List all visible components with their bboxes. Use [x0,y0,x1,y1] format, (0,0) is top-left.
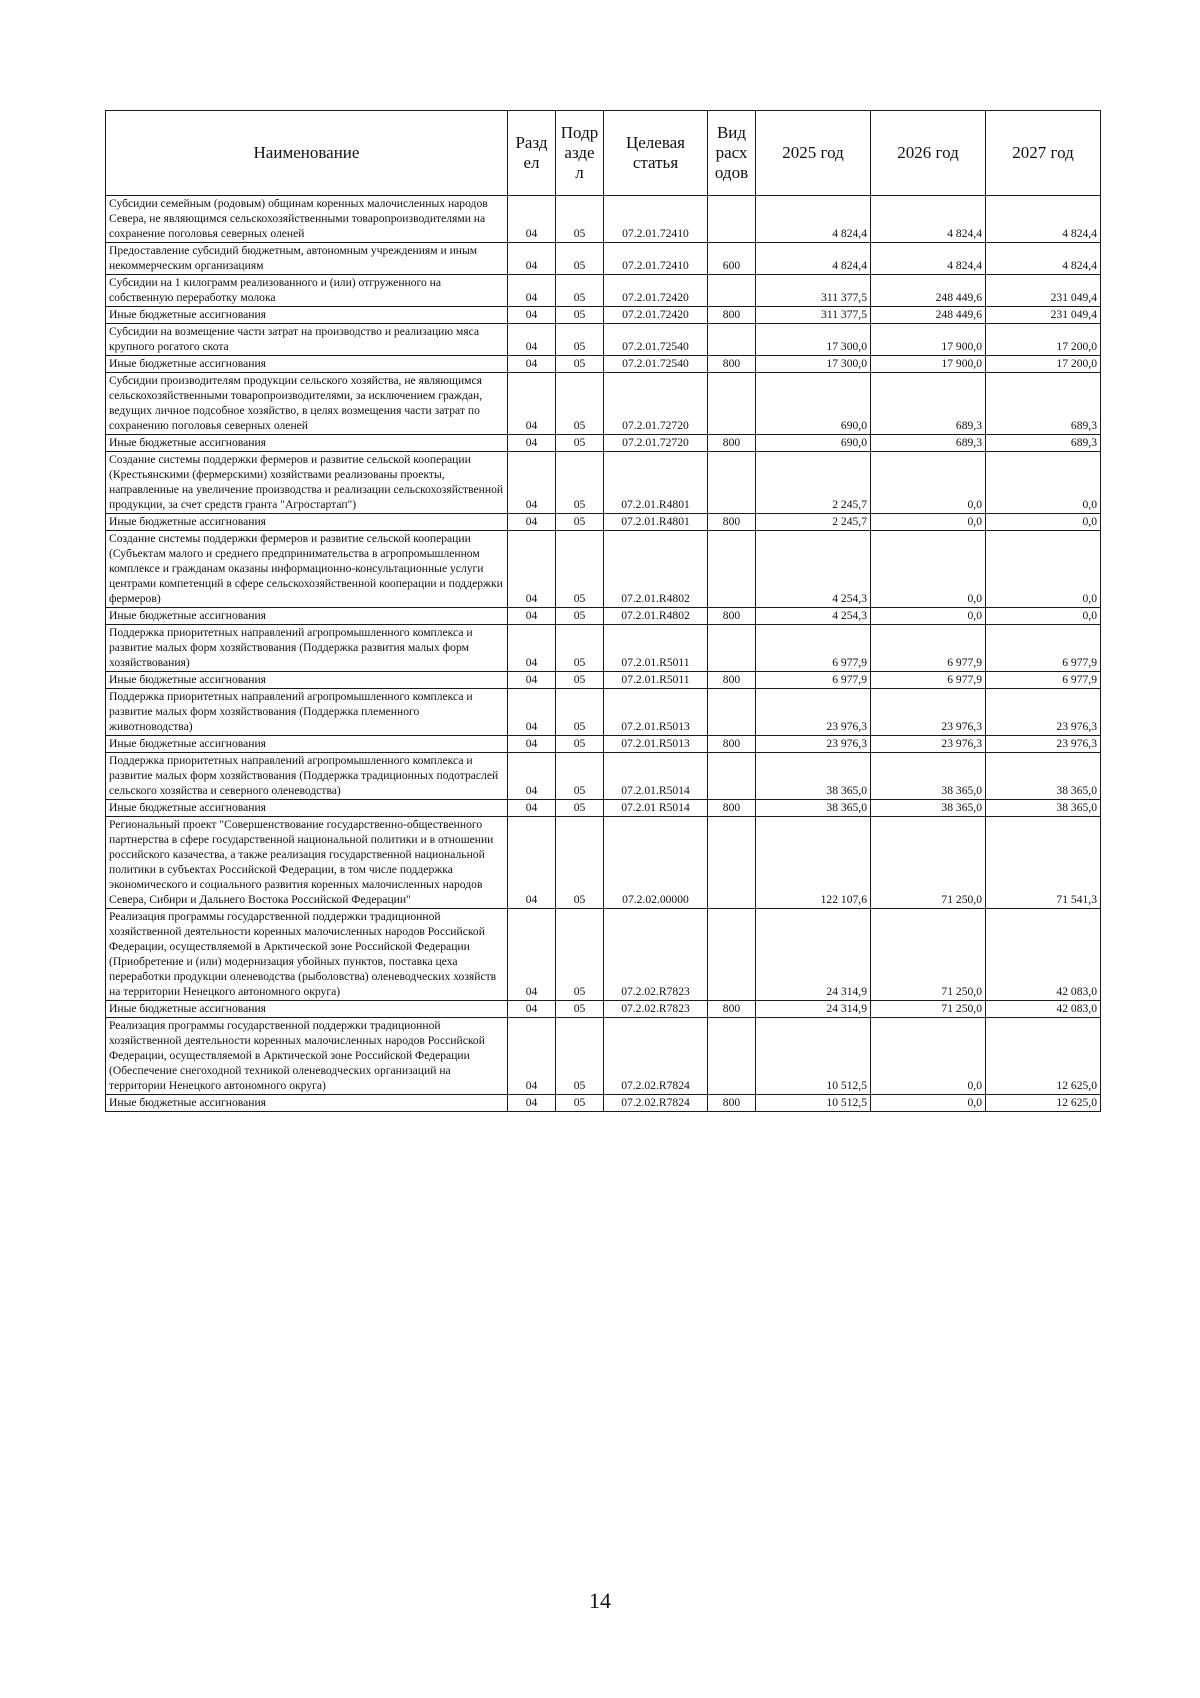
row-vid: 800 [708,307,756,324]
row-podrazdel: 05 [556,817,604,909]
row-razdel: 04 [508,452,556,514]
row-razdel: 04 [508,324,556,356]
row-2027: 42 083,0 [986,909,1101,1001]
row-2027: 231 049,4 [986,307,1101,324]
row-name: Иные бюджетные ассигнования [106,736,508,753]
table-row [106,514,1101,531]
row-2026: 0,0 [871,608,986,625]
row-vid [708,531,756,608]
row-2026: 23 976,3 [871,736,986,753]
row-razdel: 04 [508,435,556,452]
row-2025: 38 365,0 [756,753,871,800]
row-name: Создание системы поддержки фермеров и развитие сельской кооперации (Субъектам малого и среднего предпринимательства в агропромышленном комплексе и гражданам оказаны информационно-консультационные услуги центрами компетенций в сфере сельскохозяйственной кооперации и поддержки фермеров) [106,531,508,608]
row-name: Иные бюджетные ассигнования [106,1001,508,1018]
row-podrazdel: 05 [556,1001,604,1018]
row-2026: 71 250,0 [871,909,986,1001]
row-article: 07.2.01.72720 [604,435,708,452]
row-article: 07.2.01.72540 [604,324,708,356]
row-2026: 38 365,0 [871,753,986,800]
row-name: Иные бюджетные ассигнования [106,800,508,817]
table-row [106,1018,1101,1095]
row-2025: 311 377,5 [756,307,871,324]
row-vid [708,275,756,307]
row-podrazdel: 05 [556,531,604,608]
row-razdel: 04 [508,672,556,689]
row-2026: 4 824,4 [871,243,986,275]
row-vid: 800 [708,736,756,753]
row-article: 07.2.01.R4802 [604,531,708,608]
table-row [106,689,1101,736]
row-razdel: 04 [508,800,556,817]
row-vid: 800 [708,356,756,373]
row-article: 07.2.01.72720 [604,373,708,435]
row-razdel: 04 [508,356,556,373]
row-2026: 689,3 [871,373,986,435]
row-2025: 690,0 [756,373,871,435]
row-vid [708,753,756,800]
header-2027: 2027 год [986,111,1101,196]
row-2026: 248 449,6 [871,275,986,307]
row-article: 07.2.01.72540 [604,356,708,373]
header-2026: 2026 год [871,111,986,196]
row-article: 07.2.01.R5014 [604,753,708,800]
row-razdel: 04 [508,817,556,909]
row-article: 07.2.01.R4802 [604,608,708,625]
table-row [106,1095,1101,1112]
row-podrazdel: 05 [556,608,604,625]
row-name: Иные бюджетные ассигнования [106,1095,508,1112]
row-2025: 311 377,5 [756,275,871,307]
row-vid: 800 [708,800,756,817]
table-row [106,531,1101,608]
row-name: Поддержка приоритетных направлений агропромышленного комплекса и развитие малых форм хозяйствования (Поддержка племенного животноводства) [106,689,508,736]
row-2027: 6 977,9 [986,672,1101,689]
row-podrazdel: 05 [556,736,604,753]
budget-table [105,110,1101,1112]
row-vid: 800 [708,514,756,531]
row-name: Иные бюджетные ассигнования [106,608,508,625]
row-razdel: 04 [508,373,556,435]
row-article: 07.2.02.R7823 [604,1001,708,1018]
row-2027: 689,3 [986,435,1101,452]
row-razdel: 04 [508,196,556,243]
row-vid: 800 [708,435,756,452]
row-podrazdel: 05 [556,324,604,356]
row-article: 07.2.01.72420 [604,275,708,307]
table-row [106,608,1101,625]
row-article: 07.2.01 R5014 [604,800,708,817]
table-header-row [106,111,1101,196]
row-2025: 4 824,4 [756,243,871,275]
row-vid [708,817,756,909]
header-2025: 2025 год [756,111,871,196]
row-name: Иные бюджетные ассигнования [106,307,508,324]
row-2027: 38 365,0 [986,753,1101,800]
row-2026: 38 365,0 [871,800,986,817]
row-2027: 71 541,3 [986,817,1101,909]
row-name: Реализация программы государственной поддержки традиционной хозяйственной деятельности коренных малочисленных народов Российской Федерации, осуществляемой в Арктической зоне Российской Федерации (Приобретение и (или) модернизация убойных пунктов, поставка цеха переработки продукции оленеводства (рыболовства) оленеводческих хозяйств на территории Ненецкого автономного округа) [106,909,508,1001]
row-2026: 248 449,6 [871,307,986,324]
row-podrazdel: 05 [556,672,604,689]
table-row [106,373,1101,435]
row-2026: 6 977,9 [871,625,986,672]
row-vid [708,689,756,736]
row-article: 07.2.01.72410 [604,196,708,243]
row-2025: 24 314,9 [756,1001,871,1018]
header-vid: Вид расх одов [708,111,756,196]
row-2026: 17 900,0 [871,324,986,356]
row-razdel: 04 [508,307,556,324]
header-razdel: Разд ел [508,111,556,196]
row-2027: 0,0 [986,608,1101,625]
row-podrazdel: 05 [556,800,604,817]
row-2026: 0,0 [871,531,986,608]
row-razdel: 04 [508,1095,556,1112]
row-vid [708,625,756,672]
row-vid [708,324,756,356]
row-2027: 231 049,4 [986,275,1101,307]
row-podrazdel: 05 [556,689,604,736]
row-2025: 4 254,3 [756,531,871,608]
row-2026: 17 900,0 [871,356,986,373]
row-2025: 23 976,3 [756,736,871,753]
table-row [106,243,1101,275]
row-2025: 2 245,7 [756,452,871,514]
row-2026: 0,0 [871,514,986,531]
table-row [106,672,1101,689]
row-2026: 71 250,0 [871,817,986,909]
row-razdel: 04 [508,1018,556,1095]
row-2025: 2 245,7 [756,514,871,531]
row-razdel: 04 [508,689,556,736]
row-article: 07.2.02.00000 [604,817,708,909]
row-2026: 71 250,0 [871,1001,986,1018]
table-row [106,307,1101,324]
row-2027: 12 625,0 [986,1095,1101,1112]
row-2025: 38 365,0 [756,800,871,817]
page-number: 14 [589,1588,611,1613]
row-razdel: 04 [508,514,556,531]
row-razdel: 04 [508,625,556,672]
row-2025: 4 824,4 [756,196,871,243]
row-2027: 23 976,3 [986,736,1101,753]
row-vid [708,373,756,435]
row-2025: 23 976,3 [756,689,871,736]
table-row [106,452,1101,514]
row-name: Субсидии на 1 килограмм реализованного и (или) отгруженного на собственную переработку молока [106,275,508,307]
row-podrazdel: 05 [556,452,604,514]
row-2025: 10 512,5 [756,1018,871,1095]
row-name: Субсидии производителям продукции сельского хозяйства, не являющимся сельскохозяйственными товаропроизводителями, за исключением граждан, ведущих личное подсобное хозяйство, в целях возмещения части затрат по сохранению поголовья северных оленей [106,373,508,435]
row-name: Поддержка приоритетных направлений агропромышленного комплекса и развитие малых форм хозяйствования (Поддержка традиционных подотраслей сельского хозяйства и северного оленеводства) [106,753,508,800]
row-2026: 23 976,3 [871,689,986,736]
row-2025: 690,0 [756,435,871,452]
table-row [106,196,1101,243]
row-name: Иные бюджетные ассигнования [106,514,508,531]
row-podrazdel: 05 [556,753,604,800]
row-vid [708,1018,756,1095]
row-vid: 800 [708,1001,756,1018]
table-row [106,736,1101,753]
row-2026: 4 824,4 [871,196,986,243]
row-2027: 23 976,3 [986,689,1101,736]
row-article: 07.2.01.R5011 [604,672,708,689]
row-name: Реализация программы государственной поддержки традиционной хозяйственной деятельности коренных малочисленных народов Российской Федерации, осуществляемой в Арктической зоне Российской Федерации (Обеспечение снегоходной техникой оленеводческих организаций на территории Ненецкого автономного округа) [106,1018,508,1095]
table-row [106,800,1101,817]
row-2026: 6 977,9 [871,672,986,689]
row-article: 07.2.01.R5011 [604,625,708,672]
row-article: 07.2.01.R5013 [604,689,708,736]
table-row [106,275,1101,307]
row-article: 07.2.01.R4801 [604,452,708,514]
row-razdel: 04 [508,1001,556,1018]
row-2025: 6 977,9 [756,625,871,672]
row-podrazdel: 05 [556,625,604,672]
row-vid [708,196,756,243]
row-name: Предоставление субсидий бюджетным, автономным учреждениям и иным некоммерческим организациям [106,243,508,275]
row-article: 07.2.01.R4801 [604,514,708,531]
row-name: Субсидии на возмещение части затрат на производство и реализацию мяса крупного рогатого скота [106,324,508,356]
row-2027: 689,3 [986,373,1101,435]
table-row [106,1001,1101,1018]
row-2025: 122 107,6 [756,817,871,909]
row-2027: 38 365,0 [986,800,1101,817]
row-podrazdel: 05 [556,514,604,531]
table-row [106,909,1101,1001]
row-podrazdel: 05 [556,909,604,1001]
row-2025: 17 300,0 [756,356,871,373]
row-2027: 0,0 [986,514,1101,531]
row-vid: 800 [708,1095,756,1112]
row-podrazdel: 05 [556,243,604,275]
row-vid: 600 [708,243,756,275]
row-2027: 0,0 [986,452,1101,514]
row-podrazdel: 05 [556,1018,604,1095]
row-2026: 0,0 [871,1018,986,1095]
row-2025: 4 254,3 [756,608,871,625]
row-2026: 689,3 [871,435,986,452]
row-razdel: 04 [508,736,556,753]
row-article: 07.2.01.72410 [604,243,708,275]
table-row [106,324,1101,356]
row-name: Поддержка приоритетных направлений агропромышленного комплекса и развитие малых форм хозяйствования (Поддержка развития малых форм хозяйствования) [106,625,508,672]
row-2027: 12 625,0 [986,1018,1101,1095]
row-2027: 0,0 [986,531,1101,608]
row-2027: 4 824,4 [986,196,1101,243]
row-razdel: 04 [508,275,556,307]
row-podrazdel: 05 [556,307,604,324]
row-article: 07.2.01.72420 [604,307,708,324]
row-name: Иные бюджетные ассигнования [106,356,508,373]
row-razdel: 04 [508,531,556,608]
row-article: 07.2.02.R7823 [604,909,708,1001]
row-podrazdel: 05 [556,196,604,243]
row-podrazdel: 05 [556,1095,604,1112]
row-name: Иные бюджетные ассигнования [106,435,508,452]
row-vid: 800 [708,672,756,689]
row-razdel: 04 [508,909,556,1001]
table-row [106,753,1101,800]
row-vid [708,909,756,1001]
row-article: 07.2.02.R7824 [604,1018,708,1095]
row-podrazdel: 05 [556,373,604,435]
row-podrazdel: 05 [556,275,604,307]
row-razdel: 04 [508,753,556,800]
table-row [106,435,1101,452]
row-name: Региональный проект "Совершенствование государственно-общественного партнерства в сфере государственной национальной политики и в отношении российского казачества, а также реализация государственной национальной политики в субъектах Российской Федерации, в том числе поддержка экономического и социального развития коренных малочисленных народов Севера, Сибири и Дальнего Востока Российской Федерации" [106,817,508,909]
row-2025: 6 977,9 [756,672,871,689]
table-row [106,625,1101,672]
row-podrazdel: 05 [556,356,604,373]
table-row [106,356,1101,373]
row-name: Иные бюджетные ассигнования [106,672,508,689]
row-article: 07.2.02.R7824 [604,1095,708,1112]
row-name: Субсидии семейным (родовым) общинам коренных малочисленных народов Севера, не являющимся сельскохозяйственными товаропроизводителями на сохранение поголовья северных оленей [106,196,508,243]
row-razdel: 04 [508,243,556,275]
row-podrazdel: 05 [556,435,604,452]
row-name: Создание системы поддержки фермеров и развитие сельской кооперации (Крестьянскими (фермерскими) хозяйствами реализованы проекты, направленные на увеличение производства и реализации сельскохозяйственной продукции, за счет средств гранта "Агростартап") [106,452,508,514]
row-2025: 10 512,5 [756,1095,871,1112]
row-2027: 17 200,0 [986,356,1101,373]
row-2026: 0,0 [871,1095,986,1112]
row-vid: 800 [708,608,756,625]
row-2026: 0,0 [871,452,986,514]
row-razdel: 04 [508,608,556,625]
header-name: Наименование [106,111,508,196]
table-row [106,817,1101,909]
row-article: 07.2.01.R5013 [604,736,708,753]
row-2027: 6 977,9 [986,625,1101,672]
row-vid [708,452,756,514]
row-2027: 17 200,0 [986,324,1101,356]
row-2025: 17 300,0 [756,324,871,356]
header-podrazdel: Подр азде л [556,111,604,196]
row-2025: 24 314,9 [756,909,871,1001]
row-2027: 4 824,4 [986,243,1101,275]
row-2027: 42 083,0 [986,1001,1101,1018]
header-article: Целевая статья [604,111,708,196]
